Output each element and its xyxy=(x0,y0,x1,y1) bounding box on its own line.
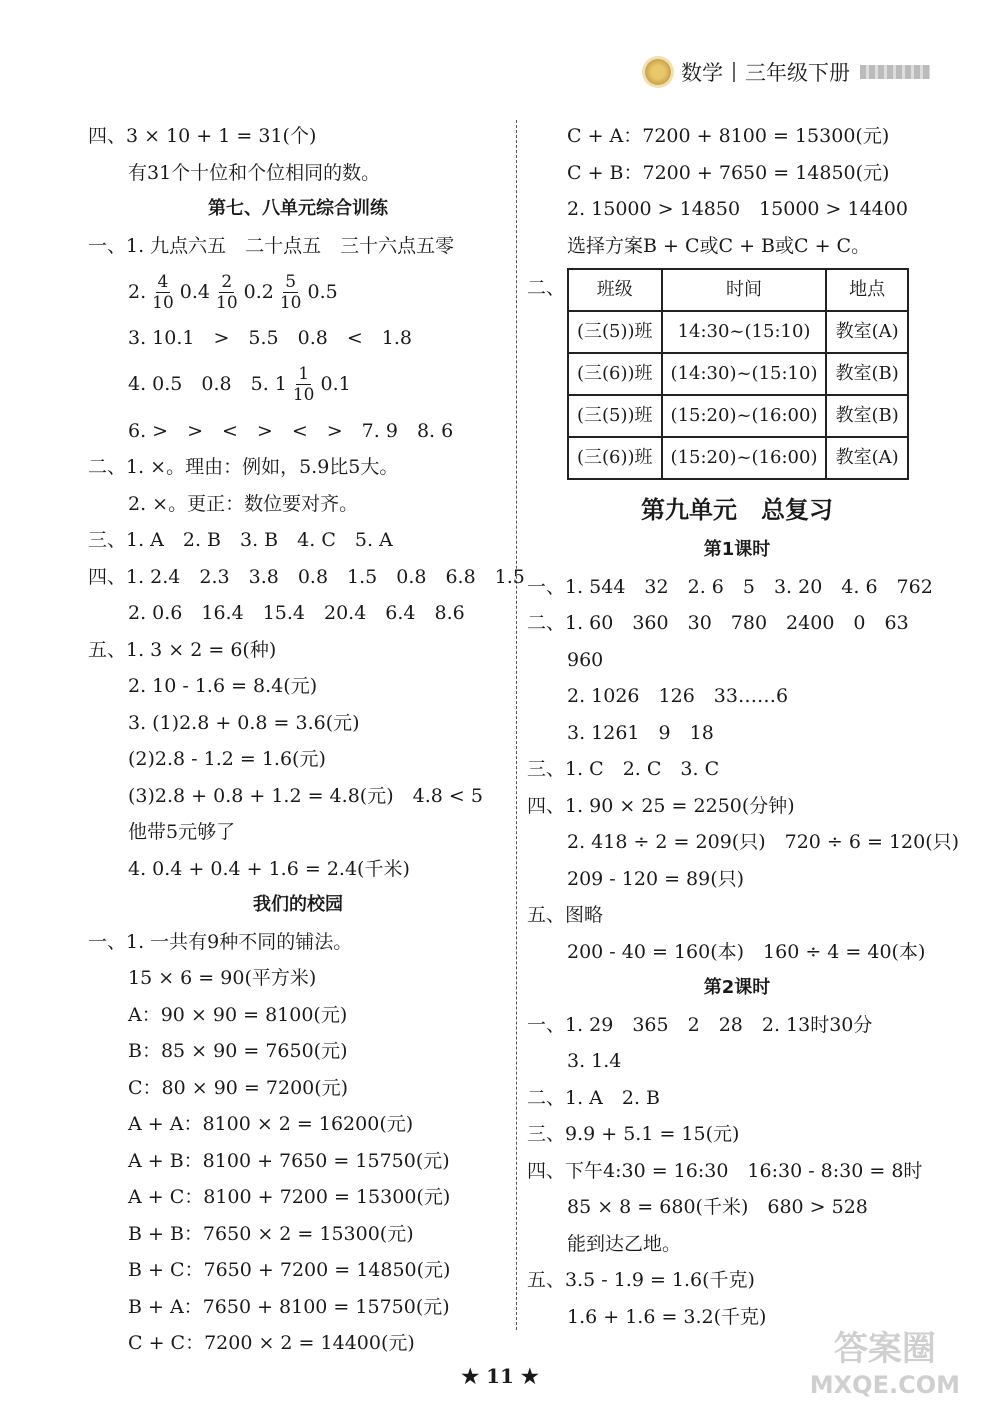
answer-line: 6. > > < > < > 7. 9 8. 6 xyxy=(128,419,454,442)
table-cell: 教室(A) xyxy=(826,437,907,479)
fraction xyxy=(293,364,315,405)
answer-line: 四、下午4:30 = 16:30 16:30 - 8:30 = 8时 xyxy=(527,1159,923,1182)
table-header-row xyxy=(568,269,908,311)
answer-line: 1.6 + 1.6 = 3.2(千克) xyxy=(567,1305,767,1328)
answer-line: 2. 0.6 16.4 15.4 20.4 6.4 8.6 xyxy=(128,602,465,624)
answer-line: 三、1. C 2. C 3. C xyxy=(527,758,720,780)
fraction-line xyxy=(88,264,508,320)
answer-line: (3)2.8 + 0.8 + 1.2 = 4.8(元) 4.8 < 5 xyxy=(128,784,483,807)
numerator: 2 xyxy=(221,271,233,292)
header-decoration xyxy=(860,65,930,79)
answer-line: C + B：7200 + 7650 = 14850(元) xyxy=(567,161,890,184)
answer-line: 五、3.5 - 1.9 = 1.6(千克) xyxy=(527,1269,755,1291)
answer-line: 有31个十位和个位相同的数。 xyxy=(128,161,381,184)
table-cell: (三(5))班 xyxy=(568,395,662,437)
sun-logo-icon xyxy=(645,59,671,85)
answer-line: 选择方案B + C或C + B或C + C。 xyxy=(567,234,871,257)
denominator: 10 xyxy=(279,292,302,313)
answer-line: 15 × 6 = 90(平方米) xyxy=(128,967,317,989)
table-cell: (15:20)~(16:00) xyxy=(662,437,827,479)
table-row xyxy=(568,395,908,437)
fraction xyxy=(280,272,302,313)
answer-line: 四、1. 2.4 2.3 3.8 0.8 1.5 0.8 6.8 1.5 xyxy=(88,565,525,588)
left-column xyxy=(88,118,525,1362)
table-header: 班级 xyxy=(568,269,662,311)
fraction xyxy=(152,272,174,313)
answer-line: 二、1. ×。理由：例如，5.9比5大。 xyxy=(88,456,399,478)
fraction-line xyxy=(88,357,508,413)
answer-text: 0.2 xyxy=(243,280,274,303)
page-header xyxy=(645,52,930,92)
answer-line: C + A：7200 + 8100 = 15300(元) xyxy=(567,125,890,147)
grade-label: 三年级下册 xyxy=(745,61,850,85)
fraction xyxy=(216,272,238,313)
answer-text: 0.1 xyxy=(320,373,351,396)
answer-line: 2. 418 ÷ 2 = 209(只) 720 ÷ 6 = 120(只) xyxy=(567,831,960,853)
answer-text: 0.4 xyxy=(179,280,210,303)
watermark-text: 答案圈 xyxy=(833,1329,936,1369)
answer-line: 五、1. 3 × 2 = 6(种) xyxy=(88,638,277,661)
question-label: 二、 xyxy=(527,277,566,299)
unit-heading: 第九单元 总复习 xyxy=(641,496,833,524)
answer-line: 4. 0.4 + 0.4 + 1.6 = 2.4(千米) xyxy=(128,857,410,880)
answer-line: A + C：8100 + 7200 = 15300(元) xyxy=(128,1186,451,1208)
answer-line: C：80 × 90 = 7200(元) xyxy=(128,1076,349,1099)
answer-line: 3. 10.1 > 5.5 0.8 < 1.8 xyxy=(128,327,412,349)
answer-text: 0.5 xyxy=(307,280,338,303)
watermark xyxy=(810,1331,960,1403)
answer-line: 能到达乙地。 xyxy=(567,1232,682,1255)
answer-line: 三、1. A 2. B 3. B 4. C 5. A xyxy=(88,529,393,551)
right-column xyxy=(527,118,960,1335)
schedule-table-block xyxy=(527,268,947,480)
table-row xyxy=(568,311,908,353)
answer-line: 三、9.9 + 5.1 = 15(元) xyxy=(527,1123,740,1145)
answer-line: 四、1. 90 × 25 = 2250(分钟) xyxy=(527,794,795,817)
answer-text: 4. 0.5 0.8 5. 1 xyxy=(128,373,287,396)
column-divider xyxy=(516,120,517,1330)
denominator: 10 xyxy=(216,292,238,313)
answer-line: A + A：8100 × 2 = 16200(元) xyxy=(128,1113,414,1135)
answer-line: 960 xyxy=(567,648,604,671)
table-cell: 教室(B) xyxy=(826,395,907,437)
answer-line: 他带5元够了 xyxy=(128,821,236,843)
table-cell: (14:30)~(15:10) xyxy=(662,353,827,395)
answer-line: (2)2.8 - 1.2 = 1.6(元) xyxy=(128,748,326,770)
answer-line: 3. 1261 9 18 xyxy=(567,721,714,744)
section-heading: 第七、八单元综合训练 xyxy=(208,198,388,219)
table-cell: (15:20)~(16:00) xyxy=(662,395,827,437)
watermark-url: MXQE.COM xyxy=(809,1371,960,1399)
answer-text: 2. xyxy=(128,280,147,303)
answer-line: 2. 10 - 1.6 = 8.4(元) xyxy=(128,675,318,697)
denominator: 10 xyxy=(292,385,315,405)
answer-line: 2. ×。更正：数位要对齐。 xyxy=(128,492,359,515)
table-header: 地点 xyxy=(826,269,907,311)
answer-line: 一、1. 544 32 2. 6 5 3. 20 4. 6 762 xyxy=(527,575,933,598)
page-number: ★ 11 ★ xyxy=(461,1364,539,1388)
table-cell: (三(5))班 xyxy=(568,311,662,353)
answer-line: 一、1. 一共有9种不同的铺法。 xyxy=(88,930,353,953)
answer-line: B + C：7650 + 7200 = 14850(元) xyxy=(128,1259,451,1281)
answer-line: 五、图略 xyxy=(527,904,604,926)
answer-line: 2. 1026 126 33……6 xyxy=(567,685,789,707)
answer-line: 3. (1)2.8 + 0.8 = 3.6(元) xyxy=(128,711,360,734)
answer-line: C + C：7200 × 2 = 14400(元) xyxy=(128,1332,415,1354)
section-heading: 我们的校园 xyxy=(253,894,343,915)
subject-label: 数学 xyxy=(681,61,723,85)
table-cell: (三(6))班 xyxy=(568,437,662,479)
denominator: 10 xyxy=(152,292,174,313)
answer-line: A：90 × 90 = 8100(元) xyxy=(128,1003,348,1026)
table-header: 时间 xyxy=(662,269,827,311)
table-cell: 教室(A) xyxy=(826,311,907,353)
answer-line: B + B：7650 × 2 = 15300(元) xyxy=(128,1222,414,1245)
answer-line: B：85 × 90 = 7650(元) xyxy=(128,1040,348,1062)
answer-line: 3. 1.4 xyxy=(567,1050,622,1072)
numerator: 5 xyxy=(285,271,297,292)
answer-line: 二、1. 60 360 30 780 2400 0 63 xyxy=(527,612,909,634)
answer-line: B + A：7650 + 8100 = 15750(元) xyxy=(128,1295,450,1318)
lesson-heading: 第2课时 xyxy=(703,977,771,998)
answer-line: 一、1. 九点六五 二十点五 三十六点五零 xyxy=(88,234,455,257)
answer-line: 209 - 120 = 89(只) xyxy=(567,867,745,890)
table-cell: (三(6))班 xyxy=(568,353,662,395)
answer-line: 四、3 × 10 + 1 = 31(个) xyxy=(88,125,317,147)
numerator: 1 xyxy=(298,364,310,384)
answer-line: 二、1. A 2. B xyxy=(527,1086,661,1109)
answer-line: 2. 15000 > 14850 15000 > 14400 xyxy=(567,198,908,220)
answer-line: 200 - 40 = 160(本) 160 ÷ 4 = 40(本) xyxy=(567,940,926,963)
schedule-table xyxy=(567,268,909,480)
numerator: 4 xyxy=(157,271,169,292)
answer-line: A + B：8100 + 7650 = 15750(元) xyxy=(128,1149,450,1172)
table-cell: 教室(B) xyxy=(826,353,907,395)
table-cell: 14:30~(15:10) xyxy=(662,311,827,353)
lesson-heading: 第1课时 xyxy=(703,539,771,560)
answer-line: 一、1. 29 365 2 28 2. 13时30分 xyxy=(527,1013,873,1036)
answer-line: 85 × 8 = 680(千米) 680 > 528 xyxy=(567,1196,868,1218)
header-divider xyxy=(733,62,735,82)
table-row xyxy=(568,353,908,395)
table-row xyxy=(568,437,908,479)
